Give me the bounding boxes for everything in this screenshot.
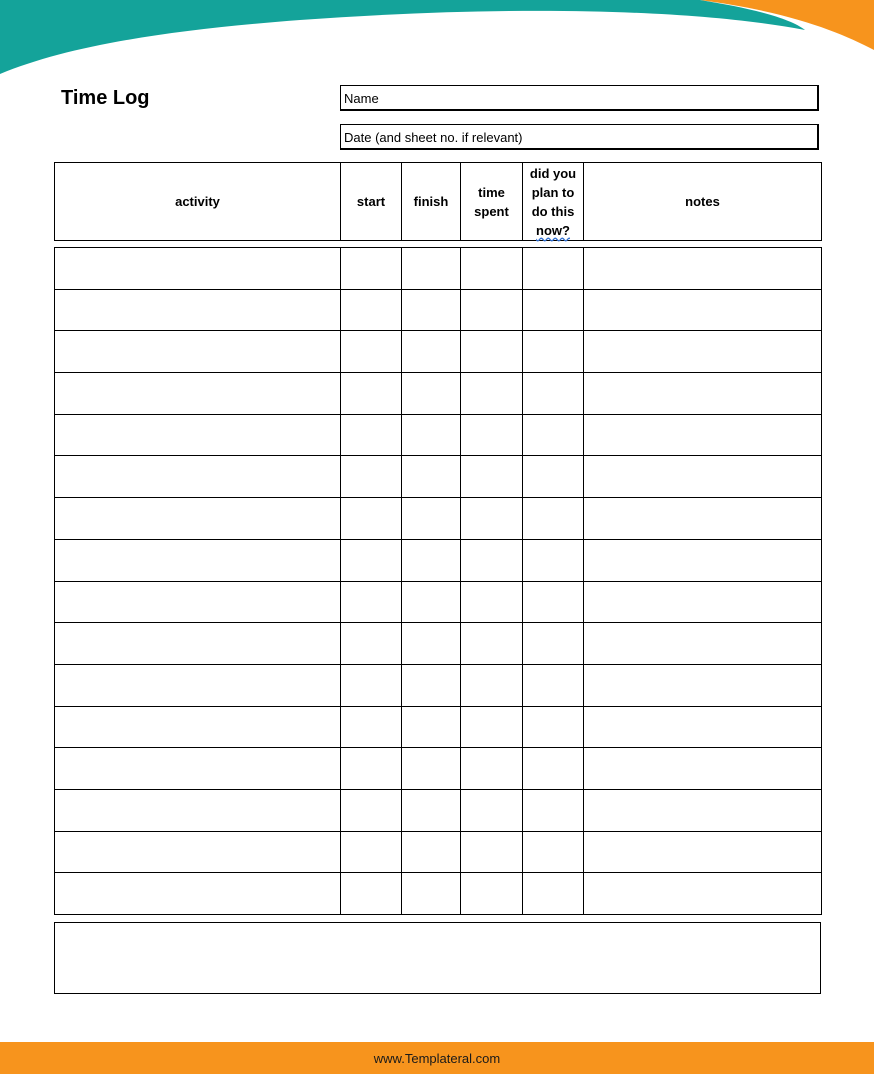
time-spent-cell[interactable] bbox=[461, 581, 523, 623]
time-spent-cell[interactable] bbox=[461, 414, 523, 456]
teal-swoosh bbox=[0, 0, 805, 74]
table-row bbox=[55, 498, 822, 540]
planned-cell[interactable] bbox=[523, 456, 584, 498]
planned-cell[interactable] bbox=[523, 831, 584, 873]
col-header-notes: notes bbox=[584, 163, 822, 241]
notes-cell[interactable] bbox=[584, 289, 822, 331]
col-header-planned-now: now? bbox=[536, 222, 570, 238]
header-swoosh-decoration bbox=[0, 0, 874, 80]
activity-cell[interactable] bbox=[55, 373, 341, 415]
col-header-start: start bbox=[341, 163, 402, 241]
finish-cell[interactable] bbox=[402, 706, 461, 748]
activity-cell[interactable] bbox=[55, 664, 341, 706]
notes-cell[interactable] bbox=[584, 498, 822, 540]
finish-cell[interactable] bbox=[402, 456, 461, 498]
activity-cell[interactable] bbox=[55, 623, 341, 665]
activity-cell[interactable] bbox=[55, 706, 341, 748]
start-cell[interactable] bbox=[341, 539, 402, 581]
notes-cell[interactable] bbox=[584, 331, 822, 373]
finish-cell[interactable] bbox=[402, 623, 461, 665]
time-spent-cell[interactable] bbox=[461, 623, 523, 665]
col-header-activity: activity bbox=[55, 163, 341, 241]
activity-cell[interactable] bbox=[55, 289, 341, 331]
start-cell[interactable] bbox=[341, 331, 402, 373]
finish-cell[interactable] bbox=[402, 664, 461, 706]
planned-cell[interactable] bbox=[523, 623, 584, 665]
notes-cell[interactable] bbox=[584, 581, 822, 623]
finish-cell[interactable] bbox=[402, 873, 461, 915]
activity-cell[interactable] bbox=[55, 498, 341, 540]
table-row bbox=[55, 581, 822, 623]
date-field-label: Date (and sheet no. if relevant) bbox=[344, 130, 523, 145]
activity-cell[interactable] bbox=[55, 331, 341, 373]
activity-cell[interactable] bbox=[55, 456, 341, 498]
summary-notes-box[interactable] bbox=[54, 922, 821, 994]
start-cell[interactable] bbox=[341, 789, 402, 831]
col-header-planned bbox=[523, 163, 584, 241]
activity-cell[interactable] bbox=[55, 789, 341, 831]
planned-cell[interactable] bbox=[523, 748, 584, 790]
activity-cell[interactable] bbox=[55, 831, 341, 873]
planned-cell[interactable] bbox=[523, 539, 584, 581]
table-row bbox=[55, 414, 822, 456]
planned-cell[interactable] bbox=[523, 498, 584, 540]
notes-cell[interactable] bbox=[584, 373, 822, 415]
notes-cell[interactable] bbox=[584, 664, 822, 706]
finish-cell[interactable] bbox=[402, 581, 461, 623]
finish-cell[interactable] bbox=[402, 373, 461, 415]
activity-cell[interactable] bbox=[55, 873, 341, 915]
name-field-label: Name bbox=[344, 91, 379, 106]
start-cell[interactable] bbox=[341, 831, 402, 873]
time-spent-cell[interactable] bbox=[461, 373, 523, 415]
table-row bbox=[55, 789, 822, 831]
planned-cell[interactable] bbox=[523, 789, 584, 831]
column-header-table bbox=[54, 162, 822, 241]
notes-cell[interactable] bbox=[584, 706, 822, 748]
date-field[interactable] bbox=[340, 124, 819, 150]
time-spent-cell[interactable] bbox=[461, 664, 523, 706]
finish-cell[interactable] bbox=[402, 831, 461, 873]
time-spent-cell[interactable] bbox=[461, 706, 523, 748]
col-header-finish: finish bbox=[402, 163, 461, 241]
notes-cell[interactable] bbox=[584, 414, 822, 456]
start-cell[interactable] bbox=[341, 748, 402, 790]
time-log-rows bbox=[55, 248, 822, 915]
footer-website: www.Templateral.com bbox=[373, 1051, 501, 1066]
start-cell[interactable] bbox=[341, 373, 402, 415]
start-cell[interactable] bbox=[341, 248, 402, 290]
finish-cell[interactable] bbox=[402, 289, 461, 331]
start-cell[interactable] bbox=[341, 581, 402, 623]
time-spent-cell[interactable] bbox=[461, 831, 523, 873]
time-spent-cell[interactable] bbox=[461, 748, 523, 790]
name-field[interactable] bbox=[340, 85, 819, 111]
time-spent-cell[interactable] bbox=[461, 498, 523, 540]
time-spent-cell[interactable] bbox=[461, 539, 523, 581]
activity-cell[interactable] bbox=[55, 748, 341, 790]
time-spent-cell[interactable] bbox=[461, 331, 523, 373]
activity-cell[interactable] bbox=[55, 539, 341, 581]
planned-cell[interactable] bbox=[523, 706, 584, 748]
finish-cell[interactable] bbox=[402, 789, 461, 831]
col-header-time-spent: time spent bbox=[461, 163, 523, 241]
table-row bbox=[55, 831, 822, 873]
finish-cell[interactable] bbox=[402, 539, 461, 581]
start-cell[interactable] bbox=[341, 414, 402, 456]
notes-cell[interactable] bbox=[584, 789, 822, 831]
planned-cell[interactable] bbox=[523, 289, 584, 331]
table-row bbox=[55, 456, 822, 498]
finish-cell[interactable] bbox=[402, 331, 461, 373]
planned-cell[interactable] bbox=[523, 581, 584, 623]
planned-cell[interactable] bbox=[523, 414, 584, 456]
start-cell[interactable] bbox=[341, 456, 402, 498]
table-row bbox=[55, 539, 822, 581]
activity-cell[interactable] bbox=[55, 414, 341, 456]
planned-cell[interactable] bbox=[523, 248, 584, 290]
planned-cell[interactable] bbox=[523, 873, 584, 915]
table-row bbox=[55, 248, 822, 290]
notes-cell[interactable] bbox=[584, 539, 822, 581]
time-spent-cell[interactable] bbox=[461, 873, 523, 915]
time-spent-cell[interactable] bbox=[461, 289, 523, 331]
time-spent-cell[interactable] bbox=[461, 789, 523, 831]
activity-cell[interactable] bbox=[55, 581, 341, 623]
table-row bbox=[55, 873, 822, 915]
notes-cell[interactable] bbox=[584, 456, 822, 498]
table-row bbox=[55, 373, 822, 415]
finish-cell[interactable] bbox=[402, 414, 461, 456]
notes-cell[interactable] bbox=[584, 873, 822, 915]
start-cell[interactable] bbox=[341, 706, 402, 748]
table-row bbox=[55, 289, 822, 331]
start-cell[interactable] bbox=[341, 664, 402, 706]
planned-cell[interactable] bbox=[523, 331, 584, 373]
notes-cell[interactable] bbox=[584, 623, 822, 665]
table-row bbox=[55, 706, 822, 748]
table-row bbox=[55, 623, 822, 665]
table-row bbox=[55, 748, 822, 790]
table-row bbox=[55, 664, 822, 706]
notes-cell[interactable] bbox=[584, 831, 822, 873]
notes-cell[interactable] bbox=[584, 248, 822, 290]
time-spent-cell[interactable] bbox=[461, 248, 523, 290]
finish-cell[interactable] bbox=[402, 248, 461, 290]
activity-cell[interactable] bbox=[55, 248, 341, 290]
finish-cell[interactable] bbox=[402, 748, 461, 790]
notes-cell[interactable] bbox=[584, 748, 822, 790]
table-row bbox=[55, 331, 822, 373]
page-title: Time Log bbox=[61, 87, 150, 109]
time-log-table bbox=[54, 247, 822, 915]
start-cell[interactable] bbox=[341, 623, 402, 665]
time-spent-cell[interactable] bbox=[461, 456, 523, 498]
planned-cell[interactable] bbox=[523, 664, 584, 706]
planned-cell[interactable] bbox=[523, 373, 584, 415]
col-header-planned-text: did you plan to do this bbox=[529, 165, 577, 219]
start-cell[interactable] bbox=[341, 873, 402, 915]
start-cell[interactable] bbox=[341, 498, 402, 540]
start-cell[interactable] bbox=[341, 289, 402, 331]
finish-cell[interactable] bbox=[402, 498, 461, 540]
